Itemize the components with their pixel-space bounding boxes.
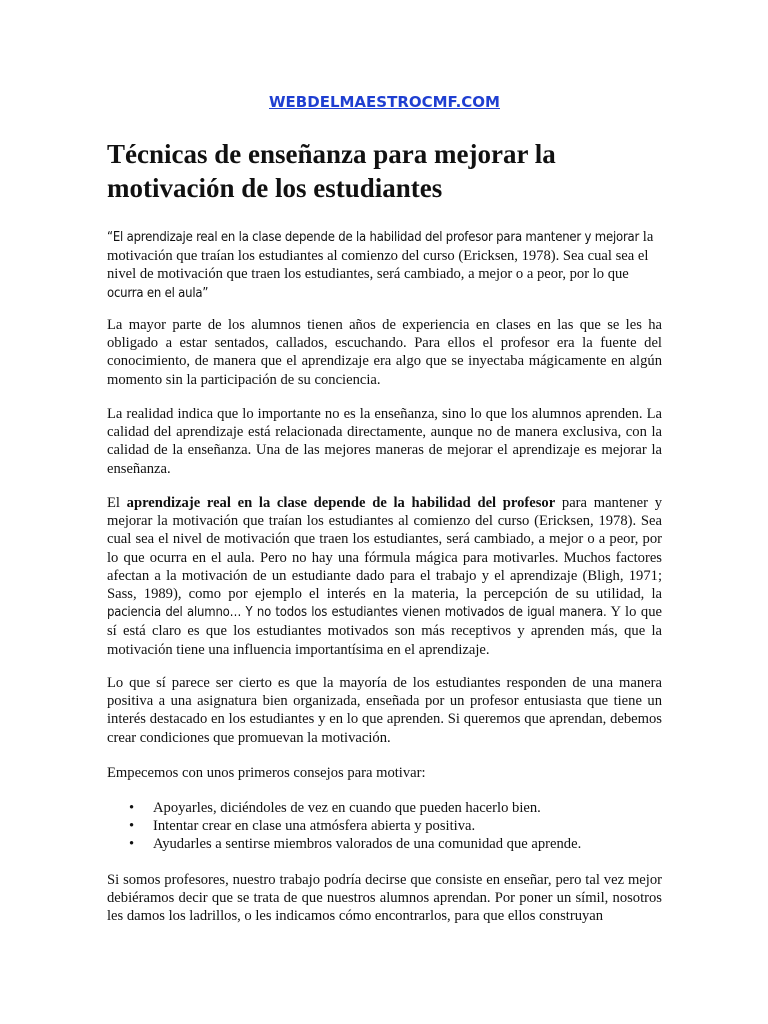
site-link[interactable]: WEBDELMAESTROCMF.COM (269, 93, 500, 111)
quote-part-2: la motivación que traían los estudiantes al comienzo del curso (Ericksen, 1978). Sea cual sea el nivel de motivación que traen los estudiantes, será cambiado, a mejor o a peor, por lo que (107, 229, 654, 283)
list-item (107, 799, 662, 817)
quote-part-3: ocurra en el aula” (107, 285, 209, 301)
bullet-icon: • (129, 836, 135, 853)
intro-quote (107, 228, 662, 303)
bullet-icon: • (129, 818, 135, 835)
paragraph-6: Si somos profesores, nuestro trabajo podría decirse que consiste en enseñar, pero tal vez mejor debiéramos decir que se trata de que nuestros alumnos aprendan. Por poner un símil, nosotros les damos los ladrillos, o les indicamos cómo encontrarlos, para que ellos construyan (107, 872, 662, 925)
tips-list (107, 799, 662, 854)
page-title: Técnicas de enseñanza para mejorar la motivación de los estudiantes (107, 139, 556, 203)
list-item-text: Ayudarles a sentirse miembros valorados de una comunidad que aprende. (153, 836, 582, 853)
list-item-text: Apoyarles, diciéndoles de vez en cuando que pueden hacerlo bien. (153, 800, 541, 816)
list-item-text: Intentar crear en clase una atmósfera abierta y positiva. (153, 818, 476, 835)
list-item (107, 835, 662, 853)
paragraph-3-lead: El (107, 495, 127, 511)
paragraph-3-bold: aprendizaje real en la clase depende de la habilidad del profesor (126, 495, 556, 511)
paragraph-3-end: Y lo que sí está claro es que los estudiantes motivados son más receptivos y aprenden más, que la motivación tiene una influencia importantísima en el aprendizaje. (107, 604, 662, 658)
paragraph-2: La realidad indica que lo importante no es la enseñanza, sino lo que los alumnos aprenden. La calidad del aprendizaje está relacionada directamente, aunque no de manera exclusiva, con la calidad de la enseñanza. Una de las mejores maneras de mejorar el aprendizaje es mejorar la enseñanza. (107, 406, 662, 477)
paragraph-4: Lo que sí parece ser cierto es que la mayoría de los estudiantes responden de una manera positiva a una asignatura bien organizada, enseñada por un profesor entusiasta que tiene un interés destacado en los estudiantes y en lo que aprenden. Si queremos que aprendan, debemos crear condiciones que promuevan la motivación. (107, 675, 662, 746)
paragraph-3 (107, 494, 662, 659)
list-item (107, 817, 662, 835)
paragraph-3-alt: paciencia del alumno… Y no todos los estudiantes vienen motivados de igual manera. (107, 605, 607, 621)
bullet-icon: • (129, 800, 135, 816)
quote-part-1: “El aprendizaje real en la clase depende de la habilidad del profesor para mantener y mejorar (107, 230, 640, 245)
paragraph-1: La mayor parte de los alumnos tienen años de experiencia en clases en las que se les ha obligado a estar sentados, callados, escuchando. Para ellos el profesor era la fuente del conocimiento, de manera que el aprendizaje era algo que se inyectaba mágicamente en algún momento sin la participación de su conciencia. (107, 317, 662, 388)
paragraph-3-rest: para mantener y mejorar la motivación que traían los estudiantes al comienzo del curso (Ericksen, 1978). Sea cual sea el nivel de motivación que traen los estudiantes, será cambiado, a mejor o a peor, por lo que ocurra en el aula. Pero no hay una fórmula mágica para motivarles. Muchos factores afectan a la motivación de un estudiante dado para el trabajo y el aprendizaje (Bligh, 1971; Sass, 1989), como por ejemplo el interés en la materia, la percepción de su utilidad, la (107, 495, 662, 603)
paragraph-5: Empecemos con unos primeros consejos para motivar: (107, 765, 426, 781)
